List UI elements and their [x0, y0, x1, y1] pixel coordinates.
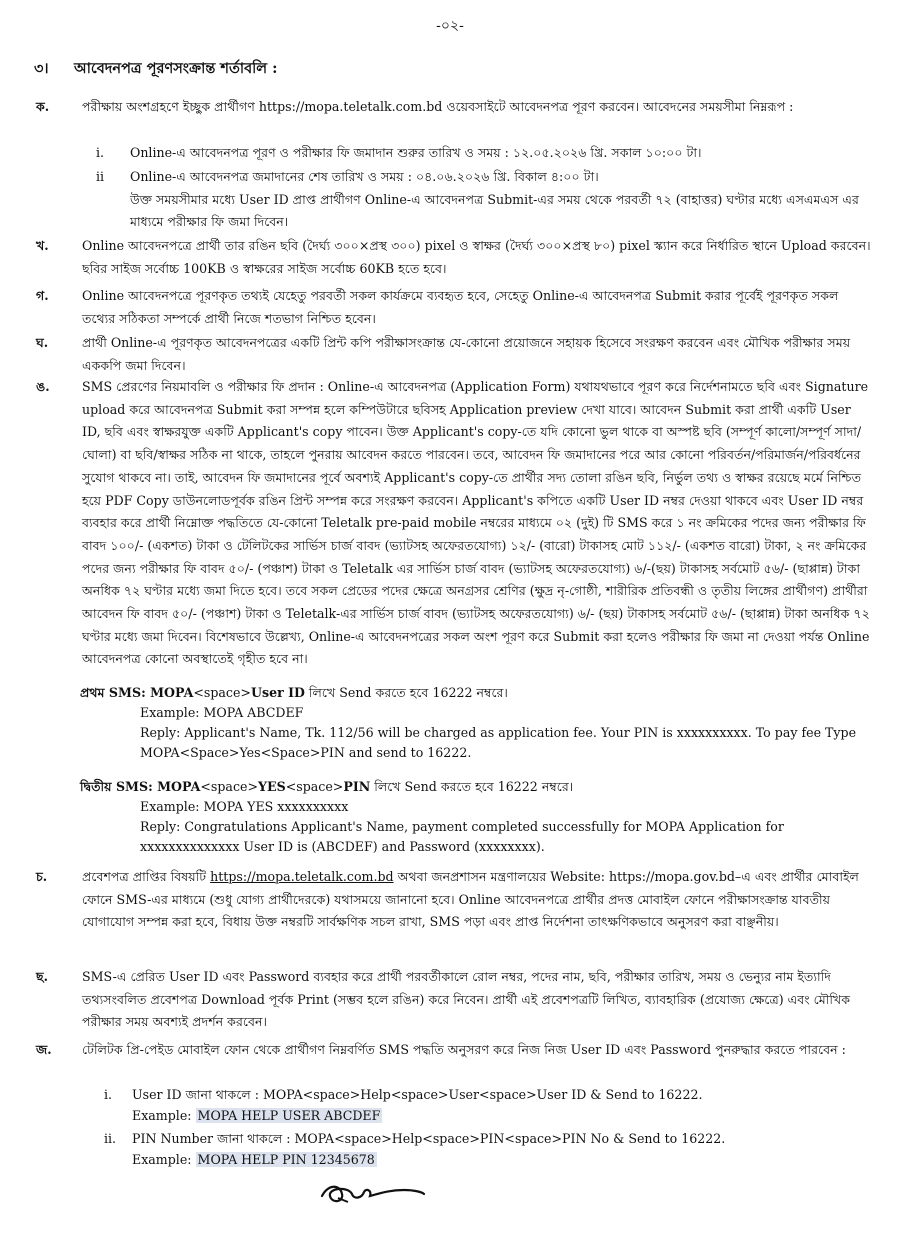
- sms-label: দ্বিতীয় SMS:: [80, 779, 153, 794]
- sms-command-keyword: YES: [258, 779, 286, 794]
- clause-label: গ.: [36, 288, 49, 303]
- roman-number: ii: [96, 169, 105, 184]
- sms-command-keyword: MOPA: [152, 779, 201, 794]
- time-limit-item: [96, 166, 876, 234]
- clause-cha: [36, 866, 872, 934]
- sms-reply: Reply: Congratulations Applicant's Name, payment completed successfully for MOPA Application for xxxxxxxxxxxxxx User ID is (ABCDEF) and Password (xxxxxxxx).: [140, 819, 784, 854]
- admit-card-link[interactable]: https://mopa.teletalk.com.bd: [210, 869, 394, 884]
- roman-number: i.: [96, 145, 105, 160]
- recovery-text: User ID জানা থাকলে : MOPA<space>Help<space>User<space>User ID & Send to 16222.: [132, 1087, 703, 1102]
- example-label: Example:: [132, 1108, 196, 1123]
- sms-command-param: PIN: [343, 779, 371, 794]
- recovery-text: PIN Number জানা থাকলে : MOPA<space>Help<space>PIN<space>PIN No & Send to 16222.: [132, 1131, 726, 1146]
- clause-nga: [36, 376, 872, 671]
- clause-text: Online আবেদনপত্রে পূরণকৃত তথ্যই যেহেতু পরবর্তী সকল কার্যক্রমে ব্যবহৃত হবে, সেহেতু Online-এ আবেদনপত্র Submit করার পূর্বেই পূরণকৃত সকল তথ্যের সঠিকতা সম্পর্কে প্রার্থী নিজে শতভাগ নিশ্চিত হবেন।: [82, 288, 839, 326]
- example-command: MOPA HELP PIN 12345678: [197, 1152, 375, 1167]
- example-label: Example:: [132, 1152, 196, 1167]
- clause-text: Online আবেদনপত্রে প্রার্থী তার রঙিন ছবি (দৈর্ঘ্য ৩০০×প্রস্থ ৩০০) pixel ও স্বাক্ষর (দৈর্ঘ্য ৩০০×প্রস্থ ৮০) pixel স্ক্যান করে নির্ধারিত স্থানে Upload করবেন। ছবির সাইজ সর্বোচ্চ 100KB ও স্বাক্ষরের সাইজ সর্বোচ্চ 60KB হতে হবে।: [82, 238, 871, 276]
- signature-image: [318, 1178, 428, 1208]
- sms-instruction: লিখে Send করতে হবে 16222 নম্বরে।: [370, 779, 574, 794]
- clause-label: খ.: [36, 238, 49, 253]
- time-limit-note: উক্ত সময়সীমার মধ্যে User ID প্রাপ্ত প্রার্থীগণ Online-এ আবেদনপত্র Submit-এর সময় থেকে পরবর্তী ৭২ (বাহাত্তর) ঘণ্টার মধ্যে এসএমএস এর মাধ্যমে পরীক্ষার ফি জমা দিবেন।: [130, 191, 859, 229]
- clause-text: প্রার্থী Online-এ পূরণকৃত আবেদনপত্রের একটি প্রিন্ট কপি পরীক্ষাসংক্রান্ত যে-কোনো প্রয়োজনে সহায়ক হিসেবে সংরক্ষণ করবেন এবং মৌখিক পরীক্ষার সময় এককপি জমা দিবেন।: [82, 335, 851, 373]
- clause-ga: [36, 285, 872, 330]
- section-heading: [34, 58, 278, 82]
- clause-label: ঘ.: [36, 335, 49, 350]
- sms-space-token: <space>: [193, 685, 251, 700]
- time-limit-text: Online-এ আবেদনপত্র জমাদানের শেষ তারিখ ও সময় : ০৪.০৬.২০২৬ খ্রি. বিকাল ৪:০০ টা।: [130, 169, 599, 184]
- clause-text-part: অথবা জনপ্রশাসন মন্ত্রণালয়ের Website: https://mopa.gov.bd–এ এবং প্রার্থীর মোবাইল ফোনে SMS-এর মাধ্যমে (শুধু যোগ্য প্রার্থীদেরকে) যথাসময়ে জানানো হবে। Online আবেদনপত্রে প্রার্থীর প্রদত্ত মোবাইল ফোনে পরীক্ষাসংক্রান্ত যাবতীয় যোগাযোগ সম্পন্ন করা হবে, বিধায় উক্ত নম্বরটি সার্বক্ষণিক সচল রাখা, SMS পড়া এবং প্রাপ্ত নির্দেশনা তাৎক্ষণিকভাবে অনুসরণ করা বাঞ্ছনীয়।: [82, 869, 859, 929]
- sms-second-command: [80, 777, 880, 797]
- clause-text: SMS-এ প্রেরিত User ID এবং Password ব্যবহার করে প্রার্থী পরবর্তীকালে রোল নম্বর, পদের নাম, ছবি, পরীক্ষার তারিখ, সময় ও ভেন্যুর নাম ইত্যাদি তথ্যসংবলিত প্রবেশপত্র Download পূর্বক Print (সম্ভব হলে রঙিন) করে নিবেন। প্রার্থী এই প্রবেশপত্রটি লিখিত, ব্যাবহারিক (প্রযোজ্য ক্ষেত্রে) এবং মৌখিক পরীক্ষার সময় অবশ্যই প্রদর্শন করবেন।: [82, 969, 851, 1029]
- sms-second-block: [80, 777, 880, 857]
- time-limit-text: Online-এ আবেদনপত্র পূরণ ও পরীক্ষার ফি জমাদান শুরুর তারিখ ও সময় : ১২.০৫.২০২৬ খ্রি. সকাল ১০:০০ টা।: [130, 145, 702, 160]
- sms-command-param: User ID: [251, 685, 305, 700]
- sms-space-token: <space>: [285, 779, 344, 794]
- clause-text: [82, 866, 872, 934]
- clause-ja: [36, 1039, 872, 1062]
- page-number: -০২-: [436, 18, 464, 34]
- roman-number: ii.: [104, 1131, 117, 1146]
- sms-reply: Reply: Applicant's Name, Tk. 112/56 will be charged as application fee. Your PIN is xxxxxxxxxx. To pay fee Type MOPA<Space>Yes<Space>PIN and send to 16222.: [140, 725, 857, 760]
- clause-label: ছ.: [36, 969, 49, 984]
- clause-ka: [36, 96, 872, 119]
- recovery-example: [132, 1105, 884, 1126]
- recovery-item: [104, 1128, 884, 1170]
- section-title: আবেদনপত্র পূরণসংক্রান্ত শর্তাবলি :: [74, 60, 278, 77]
- clause-chha: [36, 966, 872, 1034]
- sms-label: প্রথম SMS:: [80, 685, 146, 700]
- clause-label: ঙ.: [36, 379, 50, 394]
- sms-example: Example: MOPA ABCDEF: [140, 705, 304, 720]
- recovery-item: [104, 1084, 884, 1126]
- clause-label: ক.: [36, 99, 50, 114]
- clause-text: টেলিটক প্রি-পেইড মোবাইল ফোন থেকে প্রার্থীগণ নিম্নবর্ণিত SMS পদ্ধতি অনুসরণ করে নিজ নিজ User ID এবং Password পুনরুদ্ধার করতে পারবেন :: [82, 1042, 846, 1057]
- sms-command-keyword: MOPA: [145, 685, 194, 700]
- clause-gha: [36, 332, 872, 377]
- section-number: ৩।: [34, 60, 49, 77]
- clause-text: পরীক্ষায় অংশগ্রহণে ইচ্ছুক প্রার্থীগণ https://mopa.teletalk.com.bd ওয়েবসাইটে আবেদনপত্র পূরণ করবেন। আবেদনের সময়সীমা নিম্নরূপ :: [82, 99, 794, 114]
- recovery-example: [132, 1149, 884, 1170]
- clause-label: চ.: [36, 869, 48, 884]
- sms-first-command: [80, 683, 880, 703]
- clause-text-part: প্রবেশপত্র প্রাপ্তির বিষয়টি: [82, 869, 211, 884]
- roman-number: i.: [104, 1087, 113, 1102]
- time-limit-item: [96, 142, 876, 165]
- sms-space-token: <space>: [200, 779, 259, 794]
- clause-kha: [36, 235, 872, 280]
- clause-label: জ.: [36, 1042, 52, 1057]
- example-command: MOPA HELP USER ABCDEF: [197, 1108, 381, 1123]
- sms-first-block: [80, 683, 880, 763]
- sms-example: Example: MOPA YES xxxxxxxxxx: [140, 799, 349, 814]
- sms-instruction: লিখে Send করতে হবে 16222 নম্বরে।: [304, 685, 508, 700]
- clause-text: SMS প্রেরণের নিয়মাবলি ও পরীক্ষার ফি প্রদান : Online-এ আবেদনপত্র (Application Form) যথাযথভাবে পূরণ করে নির্দেশনামতে ছবি এবং Signature upload করে আবেদনপত্র Submit করা সম্পন্ন হলে কম্পিউটারে ছবিসহ Application preview দেখা যাবে। আবেদন Submit করা প্রার্থী একটি User ID, ছবি এবং স্বাক্ষরযুক্ত একটি Applicant's copy পাবেন। উক্ত Applicant's copy-তে যদি কোনো ভুল থাকে বা অস্পষ্ট ছবি (সম্পূর্ণ কালো/সম্পূর্ণ সাদা/ঘোলা) বা ছবি/স্বাক্ষর সঠিক না থাকে, তাহলে পুনরায় আবেদন করতে পারবেন। তবে, আবেদন ফি জমাদানের পরে আর কোনো পরিবর্তন/পরিমার্জন/পরিবর্ধনের সুযোগ থাকবে না। তাই, আবেদন ফি জমাদানের পূর্বে অবশ্যই Applicant's copy-তে প্রার্থীর সদ্য তোলা রঙিন ছবি, নির্ভুল তথ্য ও স্বাক্ষর রয়েছে মর্মে নিশ্চিত হয়ে PDF Copy ডাউনলোডপূর্বক রঙিন প্রিন্ট সম্পন্ন করে সংরক্ষণ করবেন। Applicant's কপিতে একটি User ID নম্বর দেওয়া থাকবে এবং User ID নম্বর ব্যবহার করে প্রার্থী নিম্নোক্ত পদ্ধতিতে যে-কোনো Teletalk pre-paid mobile নম্বরের মাধ্যমে ০২ (দুই) টি SMS করে ১ নং ক্রমিকের পদের জন্য পরীক্ষার ফি বাবদ ১০০/- (একশত) টাকা ও টেলিটকের সার্ভিস চার্জ বাবদ (ভ্যাটসহ অফেরতযোগ্য) ১২/- (বারো) টাকাসহ মোট ১১২/- (একশত বারো) টাকা, ২ নং ক্রমিকের পদের জন্য পরীক্ষার ফি বাবদ ৫০/- (পঞ্চাশ) টাকা ও Teletalk এর সার্ভিস চার্জ বাবদ (ভ্যাটসহ অফেরতযোগ্য) ৬/-(ছয়) টাকাসহ সর্বমোট ৫৬/- (ছাপ্পান্ন) টাকা অনধিক ৭২ ঘণ্টার মধ্যে জমা দিতে হবে। তবে সকল প্রেডের পদের ক্ষেত্রে অনগ্রসর শ্রেণির (ক্ষুদ্র নৃ-গোষ্ঠী, শারীরিক প্রতিবন্ধী ও তৃতীয় লিঙ্গের প্রার্থীগণ) প্রার্থীরা আবেদন ফি বাবদ ৫০/- (পঞ্চাশ) টাকা ও Teletalk-এর সার্ভিস চার্জ বাবদ (ভ্যাটসহ অফেরতযোগ্য) ৬/- (ছয়) টাকাসহ সর্বমোট ৫৬/- (ছাপ্পান্ন) টাকা অনধিক ৭২ ঘণ্টার মধ্যে জমা দিবেন। বিশেষভাবে উল্লেখ্য, Online-এ আবেদনপত্রের সকল অংশ পূরণ করে Submit করা হলেও পরীক্ষার ফি জমা না দেওয়া পর্যন্ত Online আবেদনপত্র কোনো অবস্থাতেই গৃহীত হবে না।: [82, 379, 870, 667]
